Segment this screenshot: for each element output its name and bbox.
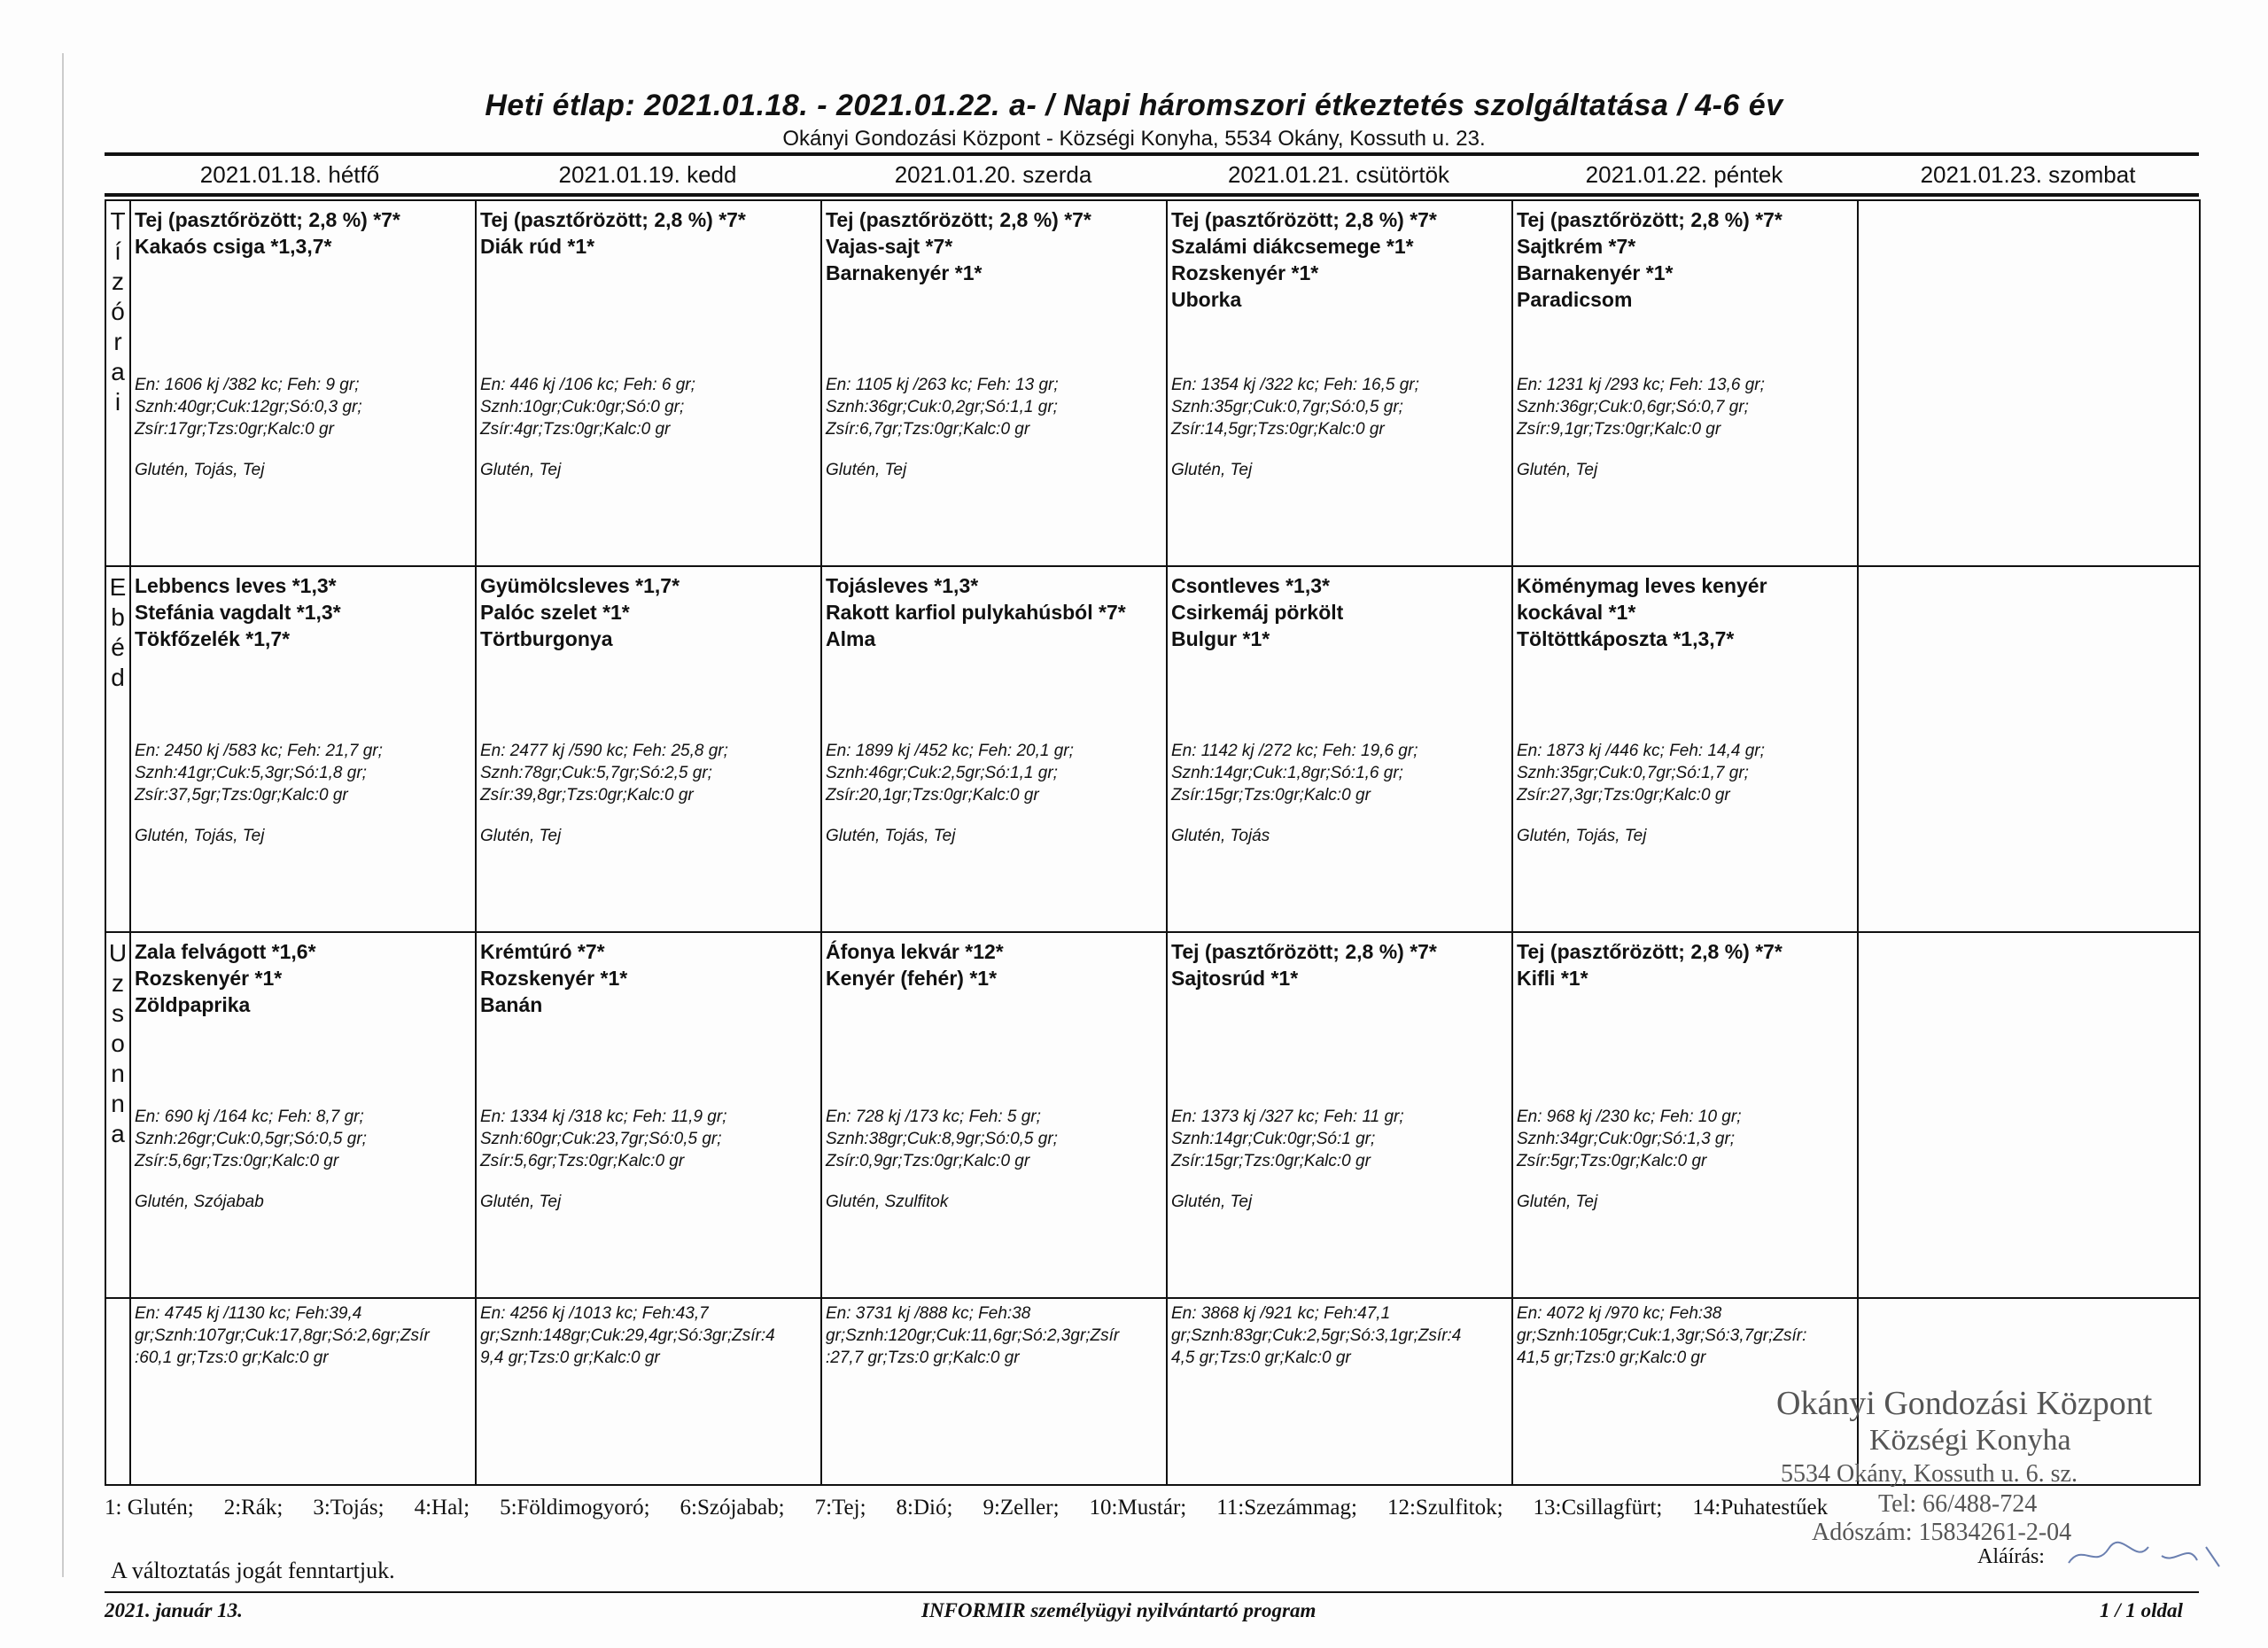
dish-item: Tej (pasztőrözött; 2,8 %) *7* — [480, 208, 746, 231]
dish-item: Tej (pasztőrözött; 2,8 %) *7* — [1171, 940, 1437, 963]
meal-label-letter: z — [112, 969, 124, 997]
total-line: En: 4256 kj /1013 kc; Feh:43,7 — [480, 1304, 709, 1323]
menu-cell — [130, 566, 476, 932]
dish-list — [1513, 567, 1857, 652]
dish-list — [1168, 933, 1511, 991]
allergen-list: Glutén, Tojás — [1171, 827, 1270, 845]
nutrition-line: Zsír:14,5gr;Tzs:0gr;Kalc:0 gr — [1171, 420, 1385, 439]
dish-list — [822, 933, 1166, 991]
allergen-list: Glutén, Tej — [1517, 1193, 1598, 1211]
allergen-list: Glutén, Tej — [826, 461, 907, 479]
daily-total-cell — [1167, 1298, 1512, 1485]
dish-item: Csontleves *1,3* — [1171, 574, 1330, 597]
meal-label-cell — [105, 932, 130, 1298]
nutrition-line: Zsír:27,3gr;Tzs:0gr;Kalc:0 gr — [1517, 786, 1730, 805]
dish-item: Kenyér (fehér) *1* — [826, 967, 998, 990]
nutrition-info — [826, 1106, 1162, 1172]
nutrition-line: En: 1873 kj /446 kc; Feh: 14,4 gr; — [1517, 742, 1765, 760]
legend-item: 2:Rák; — [223, 1496, 284, 1520]
menu-cell — [1858, 200, 2200, 566]
dish-item: Alma — [826, 627, 876, 650]
page-title: Heti étlap: 2021.01.18. - 2021.01.22. a- / Napi háromszori étkeztetés szolgáltatása / 4-6 év — [485, 89, 1783, 122]
dish-item: Áfonya lekvár *12* — [826, 940, 1004, 963]
dish-item: Tojásleves *1,3* — [826, 574, 979, 597]
nutrition-line: Sznh:38gr;Cuk:8,9gr;Só:0,5 gr; — [826, 1130, 1058, 1148]
meal-label-letter: d — [111, 664, 125, 691]
meal-label-cell — [105, 566, 130, 932]
day-header-sat: 2021.01.23. szombat — [1920, 161, 2136, 188]
legend-item: 3:Tojás; — [313, 1496, 384, 1520]
nutrition-info — [826, 374, 1162, 440]
allergen-list: Glutén, Tej — [480, 461, 562, 479]
nutrition-line: Sznh:35gr;Cuk:0,7gr;Só:0,5 gr; — [1171, 398, 1403, 416]
total-line: gr;Sznh:107gr;Cuk:17,8gr;Só:2,6gr;Zsír — [135, 1326, 430, 1345]
legend-item: 8:Dió; — [896, 1496, 953, 1520]
nutrition-line: En: 1354 kj /322 kc; Feh: 16,5 gr; — [1171, 376, 1419, 394]
dish-item: Tej (pasztőrözött; 2,8 %) *7* — [135, 208, 400, 231]
dish-list — [1513, 933, 1857, 991]
meal-row — [105, 566, 2200, 932]
total-line: 9,4 gr;Tzs:0 gr;Kalc:0 gr — [480, 1349, 660, 1367]
allergen-list: Glutén, Szulfitok — [826, 1193, 949, 1211]
nutrition-line: Sznh:60gr;Cuk:23,7gr;Só:0,5 gr; — [480, 1130, 722, 1148]
menu-cell — [821, 200, 1167, 566]
nutrition-line: Sznh:34gr;Cuk:0gr;Só:1,3 gr; — [1517, 1130, 1736, 1148]
nutrition-line: Sznh:40gr;Cuk:12gr;Só:0,3 gr; — [135, 398, 362, 416]
legend-item: 13:Csillagfürt; — [1533, 1496, 1663, 1520]
stamp-line-1: Okányi Gondozási Központ — [1776, 1385, 2153, 1422]
dish-item: Csirkemáj pörkölt — [1171, 601, 1344, 624]
dish-list — [1859, 933, 2199, 938]
total-line: En: 3868 kj /921 kc; Feh:47,1 — [1171, 1304, 1391, 1323]
dish-list — [131, 201, 475, 260]
nutrition-line: Sznh:36gr;Cuk:0,6gr;Só:0,7 gr; — [1517, 398, 1749, 416]
meal-label-letter: b — [111, 603, 125, 631]
dish-item: Barnakenyér *1* — [1517, 261, 1674, 284]
stamp-line-2: Községi Konyha — [1869, 1424, 2071, 1457]
nutrition-line: Sznh:46gr;Cuk:2,5gr;Só:1,1 gr; — [826, 764, 1058, 782]
total-line: 41,5 gr;Tzs:0 gr;Kalc:0 gr — [1517, 1349, 1706, 1367]
nutrition-info — [1171, 1106, 1508, 1172]
dish-item: Köménymag leves kenyér — [1517, 574, 1767, 597]
dish-item: Rozskenyér *1* — [1171, 261, 1319, 284]
menu-cell — [130, 932, 476, 1298]
dish-list — [477, 933, 820, 1018]
dish-item: Sajtkrém *7* — [1517, 235, 1636, 258]
menu-cell — [1167, 932, 1512, 1298]
nutrition-line: Zsír:5,6gr;Tzs:0gr;Kalc:0 gr — [135, 1152, 339, 1170]
totals-label-cell — [105, 1298, 130, 1485]
day-header-fri: 2021.01.22. péntek — [1585, 161, 1783, 188]
dish-list — [1859, 201, 2199, 206]
total-line: gr;Sznh:148gr;Cuk:29,4gr;Só:3gr;Zsír:4 — [480, 1326, 775, 1345]
allergen-list: Glutén, Tojás, Tej — [135, 827, 265, 845]
meal-label-letter: a — [111, 1120, 125, 1147]
nutrition-line: En: 728 kj /173 kc; Feh: 5 gr; — [826, 1108, 1041, 1126]
allergen-list: Glutén, Tej — [1171, 1193, 1253, 1211]
total-line: gr;Sznh:83gr;Cuk:2,5gr;Só:3,1gr;Zsír:4 — [1171, 1326, 1462, 1345]
total-line: En: 4072 kj /970 kc; Feh:38 — [1517, 1304, 1722, 1323]
allergen-list: Glutén, Szójabab — [135, 1193, 264, 1211]
dish-item: Bulgur *1* — [1171, 627, 1270, 650]
dish-item: Töltöttkáposzta *1,3,7* — [1517, 627, 1735, 650]
footer-program: INFORMIR személyügyi nyilvántartó program — [921, 1599, 1317, 1621]
dish-item: Rakott karfiol pulykahúsból *7* — [826, 601, 1126, 624]
meal-label-letter: s — [112, 999, 124, 1027]
dish-item: Palóc szelet *1* — [480, 601, 630, 624]
nutrition-line: En: 968 kj /230 kc; Feh: 10 gr; — [1517, 1108, 1742, 1126]
footer-date: 2021. január 13. — [105, 1599, 243, 1621]
dish-item: Rozskenyér *1* — [480, 967, 628, 990]
total-line: gr;Sznh:120gr;Cuk:11,6gr;Só:2,3gr;Zsír — [826, 1326, 1120, 1345]
dish-item: kockával *1* — [1517, 601, 1636, 624]
total-line: :27,7 gr;Tzs:0 gr;Kalc:0 gr — [826, 1349, 1020, 1367]
nutrition-line: Zsír:5gr;Tzs:0gr;Kalc:0 gr — [1517, 1152, 1707, 1170]
meal-label-letter: é — [111, 634, 125, 661]
nutrition-line: En: 1231 kj /293 kc; Feh: 13,6 gr; — [1517, 376, 1765, 394]
dish-item: Lebbencs leves *1,3* — [135, 574, 337, 597]
daily-total-cell — [476, 1298, 821, 1485]
scan-edge-line — [62, 53, 64, 1577]
meal-label-letter: i — [114, 388, 121, 416]
meal-row — [105, 200, 2200, 566]
menu-cell — [821, 566, 1167, 932]
signature-label: Aláírás: — [1977, 1545, 2045, 1568]
page-subtitle: Okányi Gondozási Központ - Községi Konyha, 5534 Okány, Kossuth u. 23. — [782, 127, 1486, 151]
day-header-thu: 2021.01.21. csütörtök — [1227, 161, 1450, 188]
legend-item: 14:Puhatestűek — [1692, 1496, 1829, 1520]
dish-item: Tej (pasztőrözött; 2,8 %) *7* — [1517, 940, 1783, 963]
nutrition-info — [1517, 1106, 1853, 1172]
legend-item: 6:Szójabab; — [680, 1496, 785, 1520]
meal-label-letter: n — [111, 1090, 125, 1117]
nutrition-info — [135, 740, 471, 806]
nutrition-line: Zsír:6,7gr;Tzs:0gr;Kalc:0 gr — [826, 420, 1030, 439]
menu-cell — [1167, 566, 1512, 932]
legend-item: 9:Zeller; — [983, 1496, 1060, 1520]
footer-page: 1 / 1 oldal — [2100, 1599, 2183, 1621]
nutrition-line: Sznh:26gr;Cuk:0,5gr;Só:0,5 gr; — [135, 1130, 367, 1148]
nutrition-line: Zsír:39,8gr;Tzs:0gr;Kalc:0 gr — [480, 786, 694, 805]
nutrition-line: Sznh:10gr;Cuk:0gr;Só:0 gr; — [480, 398, 685, 416]
dish-list — [477, 201, 820, 260]
dish-item: Banán — [480, 993, 543, 1016]
nutrition-line: Zsír:17gr;Tzs:0gr;Kalc:0 gr — [135, 420, 334, 439]
dish-item: Gyümölcsleves *1,7* — [480, 574, 680, 597]
nutrition-line: En: 1373 kj /327 kc; Feh: 11 gr; — [1171, 1108, 1404, 1126]
nutrition-info — [1171, 740, 1508, 806]
dish-item: Tökfőzelék *1,7* — [135, 627, 291, 650]
nutrition-info — [1517, 374, 1853, 440]
meal-label-letter: ó — [111, 298, 125, 325]
stamp-line-4: Tel: 66/488-724 — [1878, 1490, 2038, 1518]
nutrition-info — [135, 374, 471, 440]
stamp-line-5: Adószám: 15834261-2-04 — [1812, 1519, 2072, 1546]
menu-cell — [1167, 200, 1512, 566]
allergen-list: Glutén, Tej — [480, 1193, 562, 1211]
total-line: gr;Sznh:105gr;Cuk:1,3gr;Só:3,7gr;Zsír: — [1517, 1326, 1807, 1345]
nutrition-line: Zsír:20,1gr;Tzs:0gr;Kalc:0 gr — [826, 786, 1039, 805]
meal-label-letter: a — [111, 358, 125, 385]
nutrition-line: En: 2450 kj /583 kc; Feh: 21,7 gr; — [135, 742, 383, 760]
nutrition-info — [135, 1106, 471, 1172]
nutrition-line: Sznh:78gr;Cuk:5,7gr;Só:2,5 gr; — [480, 764, 712, 782]
nutrition-line: Sznh:14gr;Cuk:1,8gr;Só:1,6 gr; — [1171, 764, 1403, 782]
dish-list — [822, 567, 1166, 652]
allergen-legend — [105, 1496, 1876, 1520]
nutrition-line: Sznh:35gr;Cuk:0,7gr;Só:1,7 gr; — [1517, 764, 1749, 782]
day-header-tue: 2021.01.19. kedd — [558, 161, 737, 188]
nutrition-line: Zsír:4gr;Tzs:0gr;Kalc:0 gr — [480, 420, 671, 439]
nutrition-line: Zsír:9,1gr;Tzs:0gr;Kalc:0 gr — [1517, 420, 1721, 439]
nutrition-line: En: 2477 kj /590 kc; Feh: 25,8 gr; — [480, 742, 728, 760]
meal-label-letter: U — [108, 939, 128, 967]
allergen-list: Glutén, Tej — [1517, 461, 1598, 479]
legend-item: 11:Szezámmag; — [1216, 1496, 1357, 1520]
menu-cell — [476, 932, 821, 1298]
header-rule — [105, 193, 2199, 197]
dish-item: Szalámi diákcsemege *1* — [1171, 235, 1414, 258]
dish-list — [1859, 567, 2199, 572]
signature-scribble — [2064, 1538, 2233, 1574]
dish-list — [822, 201, 1166, 286]
meal-label-letter: E — [109, 573, 127, 601]
dish-item: Zöldpaprika — [135, 993, 251, 1016]
dish-list — [131, 567, 475, 652]
menu-cell — [1858, 566, 2200, 932]
meal-label-letter: z — [112, 268, 124, 295]
nutrition-line: Zsír:5,6gr;Tzs:0gr;Kalc:0 gr — [480, 1152, 685, 1170]
nutrition-line: Sznh:14gr;Cuk:0gr;Só:1 gr; — [1171, 1130, 1376, 1148]
nutrition-line: En: 446 kj /106 kc; Feh: 6 gr; — [480, 376, 695, 394]
legend-item: 7:Tej; — [814, 1496, 866, 1520]
nutrition-line: En: 1142 kj /272 kc; Feh: 19,6 gr; — [1171, 742, 1418, 760]
nutrition-info — [1171, 374, 1508, 440]
allergen-list: Glutén, Tej — [1171, 461, 1253, 479]
menu-cell — [130, 200, 476, 566]
dish-item: Paradicsom — [1517, 288, 1633, 311]
dish-item: Stefánia vagdalt *1,3* — [135, 601, 341, 624]
dish-list — [131, 933, 475, 1018]
legend-item: 5:Földimogyoró; — [500, 1496, 650, 1520]
dish-item: Vajas-sajt *7* — [826, 235, 953, 258]
allergen-list: Glutén, Tojás, Tej — [826, 827, 956, 845]
dish-item: Kifli *1* — [1517, 967, 1588, 990]
daily-total-cell — [130, 1298, 476, 1485]
meal-label-letter: o — [111, 1030, 125, 1057]
legend-item: 4:Hal; — [414, 1496, 470, 1520]
stamp-line-3: 5534 Okány, Kossuth u. 6. sz. — [1781, 1460, 2078, 1488]
total-line: En: 3731 kj /888 kc; Feh:38 — [826, 1304, 1031, 1323]
meal-label-letter: T — [110, 207, 126, 235]
dish-item: Kakaós csiga *1,3,7* — [135, 235, 332, 258]
dish-list — [477, 567, 820, 652]
dish-item: Diák rúd *1* — [480, 235, 595, 258]
nutrition-line: Sznh:36gr;Cuk:0,2gr;Só:1,1 gr; — [826, 398, 1058, 416]
nutrition-info — [480, 1106, 817, 1172]
nutrition-line: Sznh:41gr;Cuk:5,3gr;Só:1,8 gr; — [135, 764, 367, 782]
nutrition-line: En: 1606 kj /382 kc; Feh: 9 gr; — [135, 376, 360, 394]
total-line: :60,1 gr;Tzs:0 gr;Kalc:0 gr — [135, 1349, 329, 1367]
daily-total-cell — [821, 1298, 1167, 1485]
allergen-list: Glutén, Tojás, Tej — [1517, 827, 1647, 845]
dish-item: Sajtosrúd *1* — [1171, 967, 1299, 990]
allergen-list: Glutén, Tej — [480, 827, 562, 845]
meal-label-letter: r — [113, 328, 122, 355]
nutrition-line: En: 1899 kj /452 kc; Feh: 20,1 gr; — [826, 742, 1074, 760]
dish-item: Törtburgonya — [480, 627, 613, 650]
dish-item: Tej (pasztőrözött; 2,8 %) *7* — [826, 208, 1091, 231]
total-line: 4,5 gr;Tzs:0 gr;Kalc:0 gr — [1171, 1349, 1351, 1367]
title-rule — [105, 152, 2199, 156]
menu-cell — [1512, 932, 1858, 1298]
menu-cell — [1858, 932, 2200, 1298]
nutrition-line: En: 690 kj /164 kc; Feh: 8,7 gr; — [135, 1108, 364, 1126]
nutrition-line: En: 1105 kj /263 kc; Feh: 13 gr; — [826, 376, 1059, 394]
nutrition-line: Zsír:37,5gr;Tzs:0gr;Kalc:0 gr — [135, 786, 348, 805]
nutrition-line: En: 1334 kj /318 kc; Feh: 11,9 gr; — [480, 1108, 727, 1126]
nutrition-line: Zsír:15gr;Tzs:0gr;Kalc:0 gr — [1171, 786, 1371, 805]
dish-item: Krémtúró *7* — [480, 940, 605, 963]
meal-label-cell — [105, 200, 130, 566]
nutrition-info — [1517, 740, 1853, 806]
dish-item: Barnakenyér *1* — [826, 261, 983, 284]
menu-cell — [1512, 566, 1858, 932]
day-header-mon: 2021.01.18. hétfő — [199, 161, 380, 188]
meal-label-letter: n — [111, 1060, 125, 1087]
dish-list — [1168, 567, 1511, 652]
footer-rule — [105, 1591, 2199, 1593]
nutrition-info — [480, 740, 817, 806]
nutrition-info — [826, 740, 1162, 806]
meal-label-letter: í — [114, 237, 121, 265]
menu-table — [105, 199, 2201, 1486]
dish-item: Rozskenyér *1* — [135, 967, 283, 990]
dish-item: Zala felvágott *1,6* — [135, 940, 316, 963]
legend-item: 10:Mustár; — [1089, 1496, 1187, 1520]
menu-cell — [821, 932, 1167, 1298]
nutrition-line: Zsír:15gr;Tzs:0gr;Kalc:0 gr — [1171, 1152, 1371, 1170]
dish-list — [1168, 201, 1511, 313]
dish-item: Uborka — [1171, 288, 1242, 311]
dish-item: Tej (pasztőrözött; 2,8 %) *7* — [1171, 208, 1437, 231]
menu-cell — [476, 566, 821, 932]
total-line: En: 4745 kj /1130 kc; Feh:39,4 — [135, 1304, 362, 1323]
dish-list — [1513, 201, 1857, 313]
nutrition-info — [480, 374, 817, 440]
day-header-wed: 2021.01.20. szerda — [894, 161, 1092, 188]
legend-item: 12:Szulfitok; — [1386, 1496, 1503, 1520]
allergen-list: Glutén, Tojás, Tej — [135, 461, 265, 479]
legend-item: 1: Glutén; — [105, 1496, 194, 1520]
nutrition-line: Zsír:0,9gr;Tzs:0gr;Kalc:0 gr — [826, 1152, 1030, 1170]
menu-cell — [476, 200, 821, 566]
notice-text: A változtatás jogát fenntartjuk. — [111, 1558, 395, 1583]
menu-cell — [1512, 200, 1858, 566]
meal-row — [105, 932, 2200, 1298]
dish-item: Tej (pasztőrözött; 2,8 %) *7* — [1517, 208, 1783, 231]
